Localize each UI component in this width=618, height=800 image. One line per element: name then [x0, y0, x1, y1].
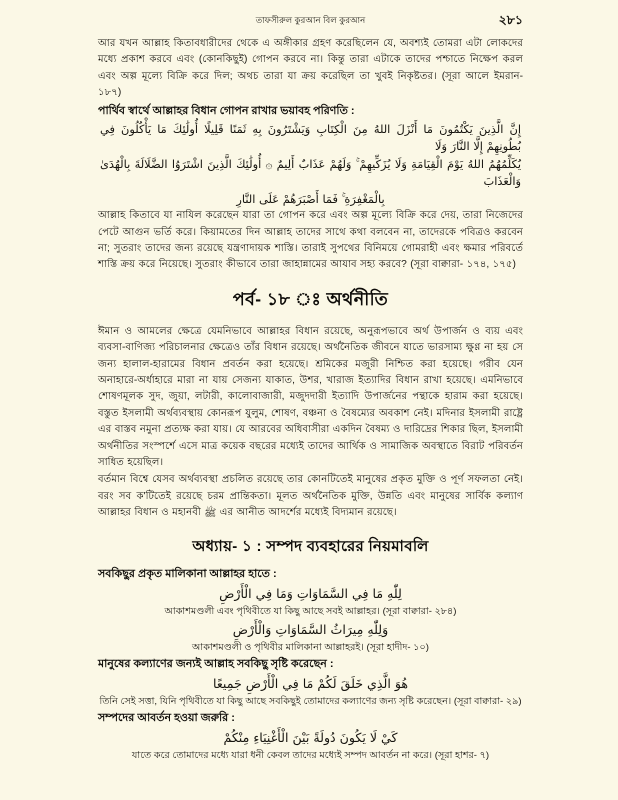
arabic-quote-line: يُكَلِّمُهُمُ اللهُ يَوْمَ الْقِيَامَةِ وَلَا يُزَكِّيهِمْ ۚ وَلَهُمْ عَذَابٌ أَلِيمٌ ۞ أُولَٰئِكَ الَّذِينَ اشْتَرَوُا الضَّلَالَةَ بِالْهُدَىٰ وَالْعَذَابَ	[100, 156, 521, 189]
economy-paragraph-2-part1: বর্তমান বিশ্বে যেসব অর্থব্যবস্থা প্রচলিত রয়েছে তার কোনটিতেই মানুষের প্রকৃত মুক্তি ও পূর্ণ সফলতা নেই। বরং সব ক'টিতেই রয়েছে চরম প্রান্তিকতা। মূলত অর্থনৈতিক মুক্তি, উন্নতি এবং মানুষের সার্বিক কল্যাণ আল্লাহর বিধান ও মহানবী	[98, 474, 523, 519]
subheading-circulation-of-wealth: সম্পদের আবর্তন হওয়া জরুরি :	[98, 711, 235, 724]
page-number: ২৮১	[498, 13, 523, 27]
arabic-quote-3: وَلِلّٰهِ مِيرَاثُ السَّمَاوَاتِ وَالْأَرْضِ	[232, 621, 389, 637]
translation-3: আকাশমণ্ডলী ও পৃথিবীর মালিকানা আল্লাহরই। (সূরা হাদীদ- ১০)	[192, 641, 429, 653]
arabic-quote-5: كَيْ لَا يَكُونَ دُولَةً بَيْنَ الْأَغْنِيَاءِ مِنْكُمْ	[223, 729, 398, 745]
translation-2: আকাশমণ্ডলী এবং পৃথিবীতে যা কিছু আছে সবই আল্লাহর। (সূরা বাক্বারা- ২৮৪)	[164, 605, 457, 617]
economy-paragraph-2-part2: এর আনীত আদর্শের মধ্যেই বিদ্যমান রয়েছে।	[216, 507, 397, 519]
arabic-quote-block-1	[98, 121, 523, 209]
translation-5: যাতে করে তোমাদের মধ্যে যারা ধনী কেবল তাদের মধ্যেই সম্পদ আবর্তন না করে। (সূরা হাশর- ৭)	[131, 749, 490, 761]
translation-paragraph-1: আল্লাহ কিতাবে যা নাযিল করেছেন যারা তা গোপন করে এবং অল্প মূল্যে বিক্রি করে দেয়, তারা নিজেদের পেটে আগুন ভর্তি করে। কিয়ামতের দিন আল্লাহ তাদের সাথে কথা বলবেন না, তাদেরকে পবিত্রও করবেন না; সুতরাং তাদের জন্য রয়েছে যন্ত্রণাদায়ক শাস্তি। তারাই সুপথের বিনিময়ে গোমরাহী এবং ক্ষমার পরিবর্তে শাস্তি ক্রয় করে নিয়েছে। সুতরাং কীভাবে তারা জাহান্নামের আযাব সহ্য করবে? (সূরা বাক্বারা- ১৭৪, ১৭৫)	[98, 210, 523, 271]
subheading-created-for-mankind: মানুষের কল্যাণের জন্যই আল্লাহ সবকিছু সৃষ্টি করেছেন :	[98, 657, 334, 670]
economy-paragraph-1: ঈমান ও আমলের ক্ষেত্রে যেমনিভাবে আল্লাহর বিধান রয়েছে, অনুরূপভাবে অর্থ উপার্জন ও ব্যয় এবং ব্যবসা-বাণিজ্য পরিচালনার ক্ষেত্রেও তাঁর বিধান রয়েছে। অর্থনৈতিক জীবনে যাতে ভারসাম্য ক্ষুণ্ণ না হয় সে জন্য হালাল-হারামের বিধান প্রবর্তন করা হয়েছে। শ্রমিকের মজুরী নিশ্চিত করা হয়েছে। গরীব যেন অনাহারে-অর্ধাহারে মারা না যায় সেজন্য যাকাত, উশর, খারাজ ইত্যাদির বিধান রাখা হয়েছে। এমনিভাবে শোষণমূলক সুদ, জুয়া, লটারী, কালোবাজারী, মজুদদারী ইত্যাদি উপার্জনের পন্থাকে হারাম করা হয়েছে। বস্তুত ইসলামী অর্থব্যবস্থায় কোনরূপ যুলুম, শোষণ, বঞ্চনা ও বৈষম্যের অবকাশ নেই। মদিনার ইসলামী রাষ্ট্রে এর বাস্তব নমুনা প্রত্যক্ষ করা যায়। যে আরবের অধিবাসীরা একদিন বৈষম্য ও দারিদ্রের শিকার ছিল, ইসলামী অর্থনীতির সংস্পর্শে এসে মাত্র কয়েক বছরের মধ্যেই তাদের আর্থিক ও সামাজিক অবস্থাতে বিরাট পরিবর্তন সাধিত হয়েছিল।	[98, 325, 523, 468]
arabic-quote-2: لِلّٰهِ مَا فِي السَّمَاوَاتِ وَمَا فِي الْأَرْضِ	[219, 585, 402, 601]
intro-paragraph: আর যখন আল্লাহ কিতাবধারীদের থেকে এ অঙ্গীকার গ্রহণ করেছিলেন যে, অবশ্যই তোমরা এটা লোকদের মধ্যে প্রকাশ করবে এবং (কোনকিছুই) গোপন করবে না। কিন্তু তারা এটাকে তাদের পশ্চাতে নিক্ষেপ করল এবং অল্প মূল্যে বিক্রি করে দিল; অথচ তারা যা ক্রয় করেছিল তা খুবই নিকৃষ্টতর। (সূরা আলে ইমরান- ১৮৭)	[98, 38, 523, 99]
translation-4: তিনি সেই সত্তা, যিনি পৃথিবীতে যা কিছু আছে সবকিছুই তোমাদের কল্যাণের জন্য সৃষ্টি করেছেন। (সূরা বাক্বারা- ২৯)	[99, 695, 522, 707]
arabic-quote-4: هُوَ الَّذِي خَلَقَ لَكُمْ مَا فِي الْأَرْضِ جَمِيعًا	[213, 675, 408, 691]
running-header	[98, 12, 523, 34]
subheading-concealing-revelation: পার্থিব স্বার্থে আল্লাহর বিধান গোপন রাখার ভয়াবহ পরিণতি :	[98, 104, 355, 117]
chapter-heading-wealth-rules: অধ্যায়- ১ : সম্পদ ব্যবহারের নিয়মাবলি	[192, 537, 429, 555]
economy-paragraph-2	[98, 472, 523, 521]
pbuh-icon: ﷺ	[204, 508, 217, 520]
running-header-title: তাফসীরুল কুরআন বিল কুরআন	[255, 15, 366, 25]
subheading-ownership-belongs-to-allah: সবকিছুর প্রকৃত মালিকানা আল্লাহর হাতে :	[98, 567, 277, 580]
arabic-quote-line: بِالْمَغْفِرَةِ ۚ فَمَا أَصْبَرَهُمْ عَلَى النَّارِ	[236, 191, 385, 206]
arabic-quote-line: إِنَّ الَّذِينَ يَكْتُمُونَ مَا أَنْزَلَ اللهُ مِنَ الْكِتَابِ وَيَشْتَرُونَ بِهِ ثَمَنًا قَلِيلًا أُولَٰئِكَ مَا يَأْكُلُونَ فِي بُطُونِهِمْ إِلَّا النَّارَ وَلَا	[100, 121, 521, 154]
part-heading-economy: পর্ব- ১৮ ঃ অর্থনীতি	[232, 288, 389, 309]
